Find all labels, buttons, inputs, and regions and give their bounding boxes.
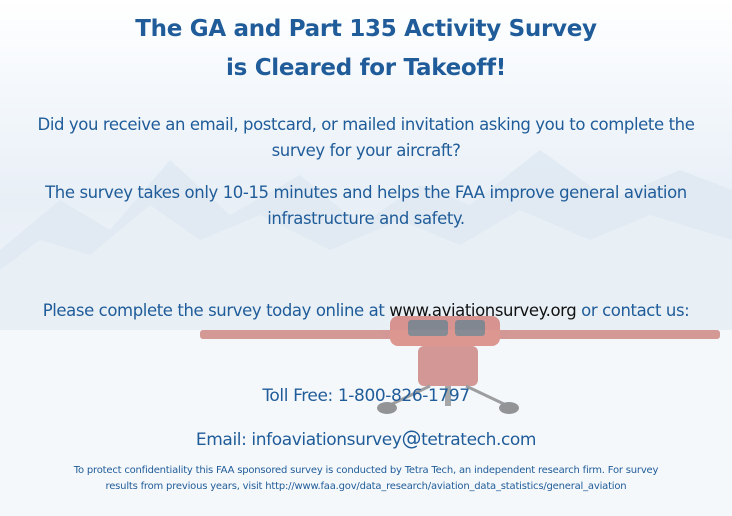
email-at-symbol: @ bbox=[401, 426, 422, 450]
confidentiality-footer bbox=[40, 463, 692, 495]
footer-line-2: results from previous years, visit http://www.faa.gov/data_research/aviation_data_statistics/general_aviation bbox=[105, 481, 627, 492]
contact-email[interactable] bbox=[0, 426, 732, 452]
toll-free-phone[interactable]: Toll Free: 1-800-826-1797 bbox=[262, 386, 470, 406]
footer-line-1: To protect confidentiality this FAA sponsored survey is conducted by Tetra Tech, an independent research firm. For survey bbox=[73, 465, 659, 476]
cta-prefix: Please complete the survey today online at bbox=[42, 301, 390, 320]
title-line-1: The GA and Part 135 Activity Survey bbox=[135, 16, 597, 42]
survey-url-link[interactable]: www.aviationsurvey.org bbox=[389, 301, 577, 320]
title-line-2: is Cleared for Takeoff! bbox=[226, 55, 506, 81]
email-prefix: Email: infoaviationsurvey bbox=[195, 430, 402, 450]
invitation-paragraph: Did you receive an email, postcard, or mailed invitation asking you to complete the survey for your aircraft? bbox=[37, 115, 695, 160]
cta-suffix: or contact us: bbox=[576, 301, 690, 320]
duration-paragraph: The survey takes only 10-15 minutes and helps the FAA improve general aviation infrastructure and safety. bbox=[45, 183, 687, 228]
call-to-action bbox=[0, 298, 732, 324]
email-suffix: tetratech.com bbox=[421, 430, 537, 450]
